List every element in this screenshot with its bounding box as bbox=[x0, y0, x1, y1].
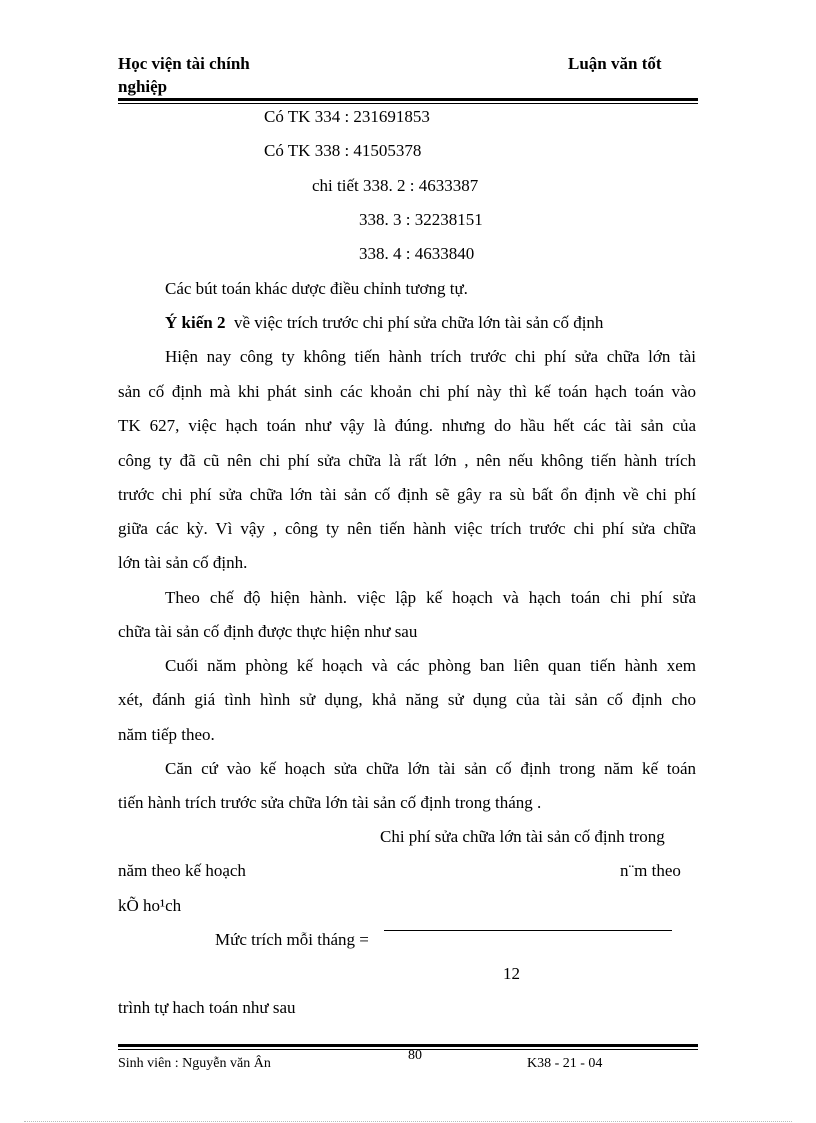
footer-class-code: K38 - 21 - 04 bbox=[527, 1056, 603, 1071]
paragraph-line: Cuối năm phòng kế hoạch và các phòng ban liên quan tiến hành xem bbox=[165, 656, 696, 675]
account-line-338-3: 338. 3 : 32238151 bbox=[359, 210, 483, 229]
paragraph-line: Theo chế độ hiện hành. việc lập kế hoạch và hạch toán chi phí sửa bbox=[165, 588, 696, 607]
formula-numerator-line2-right: n¨m theo bbox=[620, 861, 681, 880]
paragraph-adjustment-note: Các bút toán khác dược điều chỉnh tương tự. bbox=[165, 279, 468, 298]
paragraph-line: TK 627, việc hạch toán như vậy là đúng. nhưng do hầu hết các tài sản của bbox=[118, 416, 696, 435]
formula-numerator-line2: năm theo kế hoạch bbox=[118, 861, 246, 880]
paragraph-line: xét, đánh giá tình hình sử dụng, khả năng sử dụng của tài sản cố định cho bbox=[118, 690, 696, 709]
paragraph-line: trước chi phí sửa chữa lớn tài sản cố định sẽ gây ra sù bất ổn định về chi phí bbox=[118, 485, 696, 504]
footer-student: Sinh viên : Nguyễn văn Ân bbox=[118, 1056, 271, 1071]
idea-heading bbox=[165, 313, 603, 333]
footer-rule-thick bbox=[118, 1044, 698, 1047]
closing-line: trình tự hach toán như sau bbox=[118, 998, 296, 1017]
paragraph-line: sản cố định mà khi phát sinh các khoản chi phí này thì kế toán hạch toán vào bbox=[118, 382, 696, 401]
header-school: Học viện tài chính bbox=[118, 54, 250, 73]
paragraph-line: chữa tài sản cố định được thực hiện như sau bbox=[118, 622, 418, 641]
header-thesis-title: Luận văn tốt bbox=[568, 54, 662, 73]
account-line-334: Có TK 334 : 231691853 bbox=[264, 107, 430, 126]
paragraph-line: Căn cứ vào kế hoạch sửa chữa lớn tài sản cố định trong năm kế toán bbox=[165, 759, 696, 778]
paragraph-line: năm tiếp theo. bbox=[118, 725, 215, 744]
header-rule-thick bbox=[118, 98, 698, 101]
formula-numerator-line1: Chi phí sửa chữa lớn tài sản cố định trong bbox=[380, 827, 665, 846]
account-line-338-4: 338. 4 : 4633840 bbox=[359, 244, 475, 263]
formula-fraction-bar bbox=[384, 930, 672, 931]
page-edge-dotted-line bbox=[24, 1121, 792, 1122]
paragraph-line: công ty đã cũ nên chi phí sửa chữa là rất lớn , nên nếu không tiến hành trích bbox=[118, 451, 696, 470]
idea-title: về việc trích trước chi phí sửa chữa lớn tài sản cố định bbox=[233, 313, 604, 332]
paragraph-line: tiến hành trích trước sửa chữa lớn tài sản cố định trong tháng . bbox=[118, 793, 542, 812]
header-thesis-continuation: nghiệp bbox=[118, 77, 168, 96]
paragraph-line: Hiện nay công ty không tiến hành trích trước chi phí sửa chữa lớn tài bbox=[165, 347, 696, 366]
footer-page-number: 80 bbox=[408, 1048, 422, 1063]
account-line-338: Có TK 338 : 41505378 bbox=[264, 141, 422, 160]
header-rule-thin bbox=[118, 103, 698, 104]
paragraph-line: giữa các kỳ. Vì vậy , công ty nên tiến hành việc trích trước chi phí sửa chữa bbox=[118, 519, 696, 538]
formula-label: Mức trích mỗi tháng = bbox=[215, 930, 369, 949]
paragraph-line: lớn tài sản cố định. bbox=[118, 553, 248, 572]
account-line-338-2: chi tiết 338. 2 : 4633387 bbox=[312, 176, 479, 195]
formula-numerator-line3: kÕ ho¹ch bbox=[118, 896, 182, 915]
idea-label: Ý kiến 2 bbox=[165, 313, 226, 332]
formula-denominator: 12 bbox=[503, 964, 520, 983]
